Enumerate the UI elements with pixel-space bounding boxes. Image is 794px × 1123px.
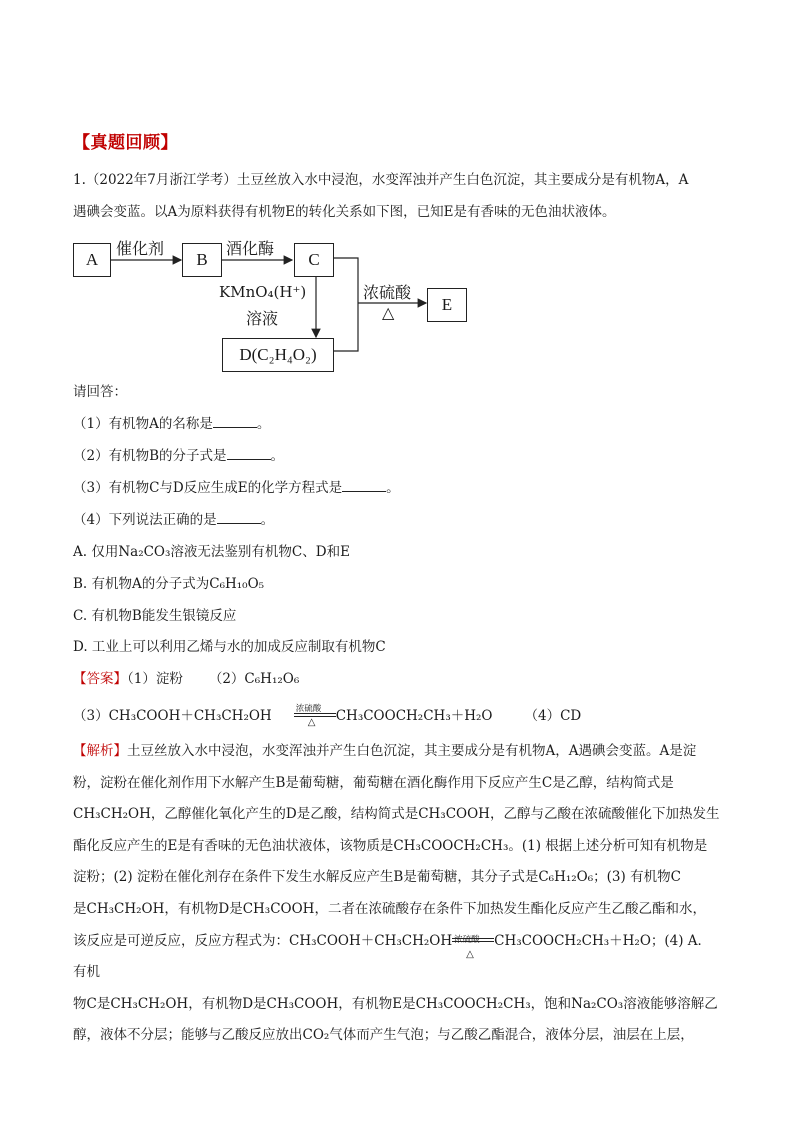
analysis-line: 粉，淀粉在催化剂作用下水解产生B是葡萄糖，葡萄糖在酒化酶作用下反应产生C是乙醇，结构简式是 [73, 774, 674, 791]
compound-c-box: C [294, 243, 334, 277]
option-d: D. 工业上可以利用乙烯与水的加成反应制取有机物C [73, 639, 386, 655]
label-kmno4: KMnO₄(H⁺) [219, 283, 307, 301]
answer-tag: 【答案】 [73, 671, 127, 687]
label-solution: 溶液 [246, 309, 279, 328]
label-conc-h2so4: 浓硫酸 [363, 283, 412, 302]
section-title: 【真题回顾】 [73, 133, 178, 153]
sub-question-2-text: （2）有机物B的分子式是 [73, 448, 227, 464]
analysis-line: 【解析】土豆丝放入水中浸泡，水变浑浊并产生白色沉淀，其主要成分是有机物A，A遇碘会变蓝。A是淀 [73, 743, 697, 759]
answer-line-1 [73, 670, 299, 688]
sub-question-4 [73, 511, 274, 529]
analysis-line: 酯化反应产生的E是有香味的无色油状液体，该物质是CH₃COOCH₂CH₃。(1) 根据上述分析可知有机物是 [73, 837, 708, 854]
answer-1: （1）淀粉 [127, 671, 183, 687]
condition-text: 浓硫酸 [295, 704, 322, 714]
analysis-line: 是CH₃CH₂OH，有机物D是CH₃COOH，二者在浓硫酸存在条件下加热发生酯化反应产生乙酸乙酯和水， [73, 900, 706, 917]
sub-question-4-text: （4）下列说法正确的是 [73, 512, 217, 528]
prompt-text: 请回答： [73, 384, 127, 400]
compound-b-box: B [182, 243, 222, 277]
answer-line-2 [73, 704, 582, 728]
reversible-arrow [452, 931, 494, 960]
compound-a-box: A [73, 243, 111, 277]
reversible-arrow [294, 704, 336, 728]
option-a: A. 仅用Na₂CO₃溶液无法鉴别有机物C、D和E [73, 544, 350, 560]
analysis-block [73, 736, 723, 1052]
question-line-2: 遇碘会变蓝。以A为原料获得有机物E的转化关系如下图，已知E是有香味的无色油状液体。 [73, 204, 616, 220]
compound-d-box: D(C₂H₄O₂) [222, 338, 334, 372]
sub-question-1-text: （1）有机物A的名称是 [73, 416, 213, 432]
answer-3-left: （3）CH₃COOH＋CH₃CH₂OH [73, 708, 272, 724]
option-b: B. 有机物A的分子式为C₆H₁₀O₅ [73, 576, 265, 592]
answer-blank-3 [342, 479, 386, 492]
condition-text: 浓硫酸 [454, 934, 480, 945]
compound-e-box: E [427, 288, 467, 322]
option-c: C. 有机物B能发生银镜反应 [73, 608, 237, 624]
analysis-line: 物C是CH₃CH₂OH，有机物D是CH₃COOH，有机物E是CH₃COOCH₂CH₃，饱和Na₂CO₃溶液能够溶解乙 [73, 995, 718, 1012]
answer-3-right: CH₃COOCH₂CH₃＋H₂O [335, 708, 493, 724]
analysis-line: 醇，液体不分层；能够与乙酸反应放出CO₂气体而产生气泡；与乙酸乙酯混合，液体分层，油层在上层， [73, 1027, 694, 1044]
answer-blank-4 [217, 511, 261, 524]
analysis-tag: 【解析】 [73, 743, 127, 759]
answer-4: （4）CD [524, 708, 582, 724]
heat-symbol: △ [307, 717, 316, 728]
period: 。 [270, 448, 285, 464]
sub-question-1 [73, 415, 270, 433]
heat-symbol: △ [466, 948, 474, 960]
answer-blank-1 [213, 415, 257, 428]
answer-2: （2）C₆H₁₂O₆ [208, 671, 300, 687]
sub-question-2 [73, 447, 284, 465]
analysis-line: CH₃CH₂OH，乙醇催化氧化产生的D是乙酸，结构简式是CH₃COOH，乙醇与乙酸在浓硫酸催化下加热发生 [73, 806, 720, 823]
period: 。 [256, 416, 271, 432]
label-catalyst: 催化剂 [116, 239, 165, 258]
analysis-line: 淀粉；(2) 淀粉在催化剂存在条件下发生水解反应产生B是葡萄糖，其分子式是C₆H₁₂O₆；(3) 有机物C [73, 869, 681, 886]
period: 。 [260, 512, 275, 528]
label-zymase: 酒化酶 [226, 239, 275, 258]
analysis-line: 该反应是可逆反应，反应方程式为：CH₃COOH＋CH₃CH₂OH 浓硫酸 △ CH₃COOCH₂CH₃＋H₂O；(4) A．有机 [73, 926, 723, 989]
period: 。 [386, 480, 400, 496]
question-line-1: 1.（2022年7月浙江学考）土豆丝放入水中浸泡，水变浑浊并产生白色沉淀，其主要成分是有机物A，A [73, 172, 689, 188]
bracket-c-d [333, 258, 358, 351]
sub-question-3 [73, 479, 400, 497]
label-heat: △ [382, 303, 395, 322]
answer-blank-2 [227, 447, 271, 460]
sub-question-3-text: （3）有机物C与D反应生成E的化学方程式是 [73, 480, 343, 496]
